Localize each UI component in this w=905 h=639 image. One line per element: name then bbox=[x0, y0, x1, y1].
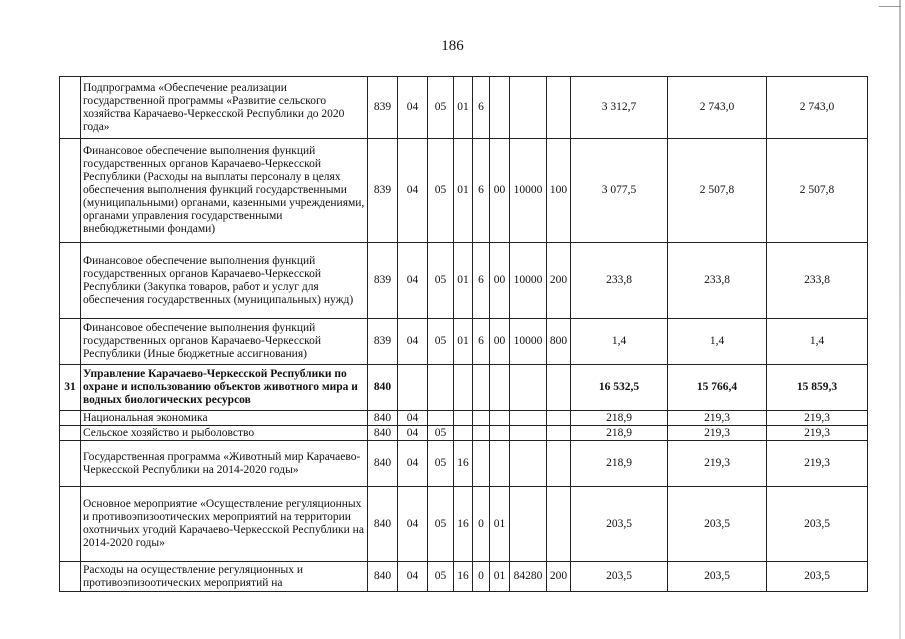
activity-code: 01 bbox=[490, 562, 510, 592]
amount-year-2: 203,5 bbox=[668, 562, 767, 592]
ministry-code: 839 bbox=[368, 139, 398, 243]
amount-year-1: 1,4 bbox=[571, 319, 668, 365]
row-name: Государственная программа «Животный мир Карачаево-Черкесской Республики на 2014-2020 годы» bbox=[81, 441, 368, 487]
subsection-code: 05 bbox=[428, 562, 454, 592]
activity-code: 00 bbox=[490, 139, 510, 243]
activity-code: 00 bbox=[490, 243, 510, 319]
amount-year-2: 219,3 bbox=[668, 426, 767, 441]
direction-code bbox=[510, 77, 547, 139]
program-code bbox=[454, 365, 473, 411]
program-code bbox=[454, 411, 473, 426]
amount-year-1: 16 532,5 bbox=[571, 365, 668, 411]
direction-code: 10000 bbox=[510, 243, 547, 319]
row-name: Финансовое обеспечение выполнения функций государственных органов Карачаево-Черкесской Республики (Расходы на выплаты персоналу в целях обеспечения выполнения функций государственными (муниципальными) органами, казенными учреждениями, органами управления государственными внебюджетными фондами) bbox=[81, 139, 368, 243]
amount-year-3: 219,3 bbox=[767, 441, 868, 487]
subprogram-code: 0 bbox=[473, 562, 490, 592]
subsection-code bbox=[428, 365, 454, 411]
ministry-code: 840 bbox=[368, 365, 398, 411]
row-name: Финансовое обеспечение выполнения функций государственных органов Карачаево-Черкесской Республики (Закупка товаров, работ и услуг для обеспечения государственных (муниципальных) нужд) bbox=[81, 243, 368, 319]
row-number bbox=[60, 426, 81, 441]
subprogram-code: 6 bbox=[473, 243, 490, 319]
ministry-code: 840 bbox=[368, 562, 398, 592]
section-code: 04 bbox=[398, 411, 428, 426]
amount-year-3: 1,4 bbox=[767, 319, 868, 365]
expense-type-code: 800 bbox=[547, 319, 571, 365]
subsection-code: 05 bbox=[428, 441, 454, 487]
amount-year-2: 2 743,0 bbox=[668, 77, 767, 139]
section-code: 04 bbox=[398, 426, 428, 441]
amount-year-2: 2 507,8 bbox=[668, 139, 767, 243]
row-name: Финансовое обеспечение выполнения функций государственных органов Карачаево-Черкесской Республики (Иные бюджетные ассигнования) bbox=[81, 319, 368, 365]
activity-code bbox=[490, 77, 510, 139]
row-name: Управление Карачаево-Черкесской Республики по охране и использованию объектов животного мира и водных биологических ресурсов bbox=[81, 365, 368, 411]
table-row bbox=[60, 365, 868, 411]
amount-year-1: 218,9 bbox=[571, 426, 668, 441]
section-code bbox=[398, 365, 428, 411]
scan-edge-mark bbox=[879, 6, 901, 7]
section-code: 04 bbox=[398, 77, 428, 139]
amount-year-1: 218,9 bbox=[571, 411, 668, 426]
direction-code bbox=[510, 441, 547, 487]
row-number bbox=[60, 487, 81, 562]
row-number bbox=[60, 411, 81, 426]
row-number bbox=[60, 441, 81, 487]
direction-code bbox=[510, 487, 547, 562]
subsection-code: 05 bbox=[428, 487, 454, 562]
table-row bbox=[60, 487, 868, 562]
subsection-code: 05 bbox=[428, 319, 454, 365]
ministry-code: 840 bbox=[368, 487, 398, 562]
amount-year-2: 233,8 bbox=[668, 243, 767, 319]
table-row bbox=[60, 426, 868, 441]
expense-type-code bbox=[547, 365, 571, 411]
table-row bbox=[60, 562, 868, 592]
program-code: 01 bbox=[454, 243, 473, 319]
subsection-code: 05 bbox=[428, 77, 454, 139]
expense-type-code: 100 bbox=[547, 139, 571, 243]
ministry-code: 839 bbox=[368, 77, 398, 139]
expense-type-code bbox=[547, 426, 571, 441]
subsection-code: 05 bbox=[428, 243, 454, 319]
activity-code bbox=[490, 441, 510, 487]
amount-year-3: 203,5 bbox=[767, 487, 868, 562]
program-code: 16 bbox=[454, 441, 473, 487]
row-name: Сельское хозяйство и рыболовство bbox=[81, 426, 368, 441]
program-code bbox=[454, 426, 473, 441]
program-code: 01 bbox=[454, 77, 473, 139]
table-row bbox=[60, 243, 868, 319]
row-number bbox=[60, 139, 81, 243]
ministry-code: 839 bbox=[368, 319, 398, 365]
direction-code bbox=[510, 426, 547, 441]
amount-year-2: 203,5 bbox=[668, 487, 767, 562]
expense-type-code bbox=[547, 77, 571, 139]
direction-code: 10000 bbox=[510, 319, 547, 365]
amount-year-1: 233,8 bbox=[571, 243, 668, 319]
amount-year-3: 15 859,3 bbox=[767, 365, 868, 411]
row-name: Расходы на осуществление регуляционных и противоэпизоотических мероприятий на bbox=[81, 562, 368, 592]
direction-code: 84280 bbox=[510, 562, 547, 592]
scan-edge bbox=[899, 0, 901, 639]
direction-code: 10000 bbox=[510, 139, 547, 243]
subprogram-code: 6 bbox=[473, 319, 490, 365]
table-row bbox=[60, 139, 868, 243]
amount-year-2: 1,4 bbox=[668, 319, 767, 365]
row-number bbox=[60, 562, 81, 592]
expense-type-code bbox=[547, 441, 571, 487]
ministry-code: 840 bbox=[368, 426, 398, 441]
amount-year-3: 203,5 bbox=[767, 562, 868, 592]
row-name: Основное мероприятие «Осуществление регуляционных и противоэпизоотических мероприятий на территории охотничьих угодий Карачаево-Черкесской Республики на 2014-2020 годы» bbox=[81, 487, 368, 562]
amount-year-2: 15 766,4 bbox=[668, 365, 767, 411]
direction-code bbox=[510, 365, 547, 411]
page-number: 186 bbox=[441, 38, 464, 54]
section-code: 04 bbox=[398, 319, 428, 365]
amount-year-1: 218,9 bbox=[571, 441, 668, 487]
activity-code bbox=[490, 411, 510, 426]
table-row bbox=[60, 319, 868, 365]
program-code: 01 bbox=[454, 139, 473, 243]
amount-year-2: 219,3 bbox=[668, 441, 767, 487]
expense-type-code: 200 bbox=[547, 562, 571, 592]
expense-type-code: 200 bbox=[547, 243, 571, 319]
subprogram-code bbox=[473, 411, 490, 426]
activity-code bbox=[490, 365, 510, 411]
activity-code: 00 bbox=[490, 319, 510, 365]
program-code: 16 bbox=[454, 562, 473, 592]
row-number bbox=[60, 243, 81, 319]
subprogram-code bbox=[473, 365, 490, 411]
amount-year-2: 219,3 bbox=[668, 411, 767, 426]
section-code: 04 bbox=[398, 487, 428, 562]
ministry-code: 840 bbox=[368, 441, 398, 487]
activity-code: 01 bbox=[490, 487, 510, 562]
amount-year-3: 233,8 bbox=[767, 243, 868, 319]
section-code: 04 bbox=[398, 243, 428, 319]
expense-type-code bbox=[547, 411, 571, 426]
program-code: 01 bbox=[454, 319, 473, 365]
program-code: 16 bbox=[454, 487, 473, 562]
amount-year-1: 3 077,5 bbox=[571, 139, 668, 243]
activity-code bbox=[490, 426, 510, 441]
subprogram-code: 0 bbox=[473, 487, 490, 562]
subprogram-code bbox=[473, 426, 490, 441]
amount-year-3: 219,3 bbox=[767, 411, 868, 426]
section-code: 04 bbox=[398, 441, 428, 487]
direction-code bbox=[510, 411, 547, 426]
subsection-code: 05 bbox=[428, 426, 454, 441]
table-row bbox=[60, 411, 868, 426]
row-number bbox=[60, 77, 81, 139]
subsection-code bbox=[428, 411, 454, 426]
ministry-code: 839 bbox=[368, 243, 398, 319]
amount-year-1: 203,5 bbox=[571, 562, 668, 592]
expense-type-code bbox=[547, 487, 571, 562]
amount-year-1: 203,5 bbox=[571, 487, 668, 562]
budget-table bbox=[59, 76, 868, 592]
section-code: 04 bbox=[398, 562, 428, 592]
subprogram-code bbox=[473, 441, 490, 487]
amount-year-3: 219,3 bbox=[767, 426, 868, 441]
subsection-code: 05 bbox=[428, 139, 454, 243]
row-name: Национальная экономика bbox=[81, 411, 368, 426]
ministry-code: 840 bbox=[368, 411, 398, 426]
row-number bbox=[60, 319, 81, 365]
table-row bbox=[60, 441, 868, 487]
table-row bbox=[60, 77, 868, 139]
subprogram-code: 6 bbox=[473, 139, 490, 243]
section-code: 04 bbox=[398, 139, 428, 243]
row-number: 31 bbox=[60, 365, 81, 411]
amount-year-3: 2 507,8 bbox=[767, 139, 868, 243]
amount-year-3: 2 743,0 bbox=[767, 77, 868, 139]
subprogram-code: 6 bbox=[473, 77, 490, 139]
amount-year-1: 3 312,7 bbox=[571, 77, 668, 139]
row-name: Подпрограмма «Обеспечение реализации государственной программы «Развитие сельского хозяйства Карачаево-Черкесской Республики до 2020 года» bbox=[81, 77, 368, 139]
